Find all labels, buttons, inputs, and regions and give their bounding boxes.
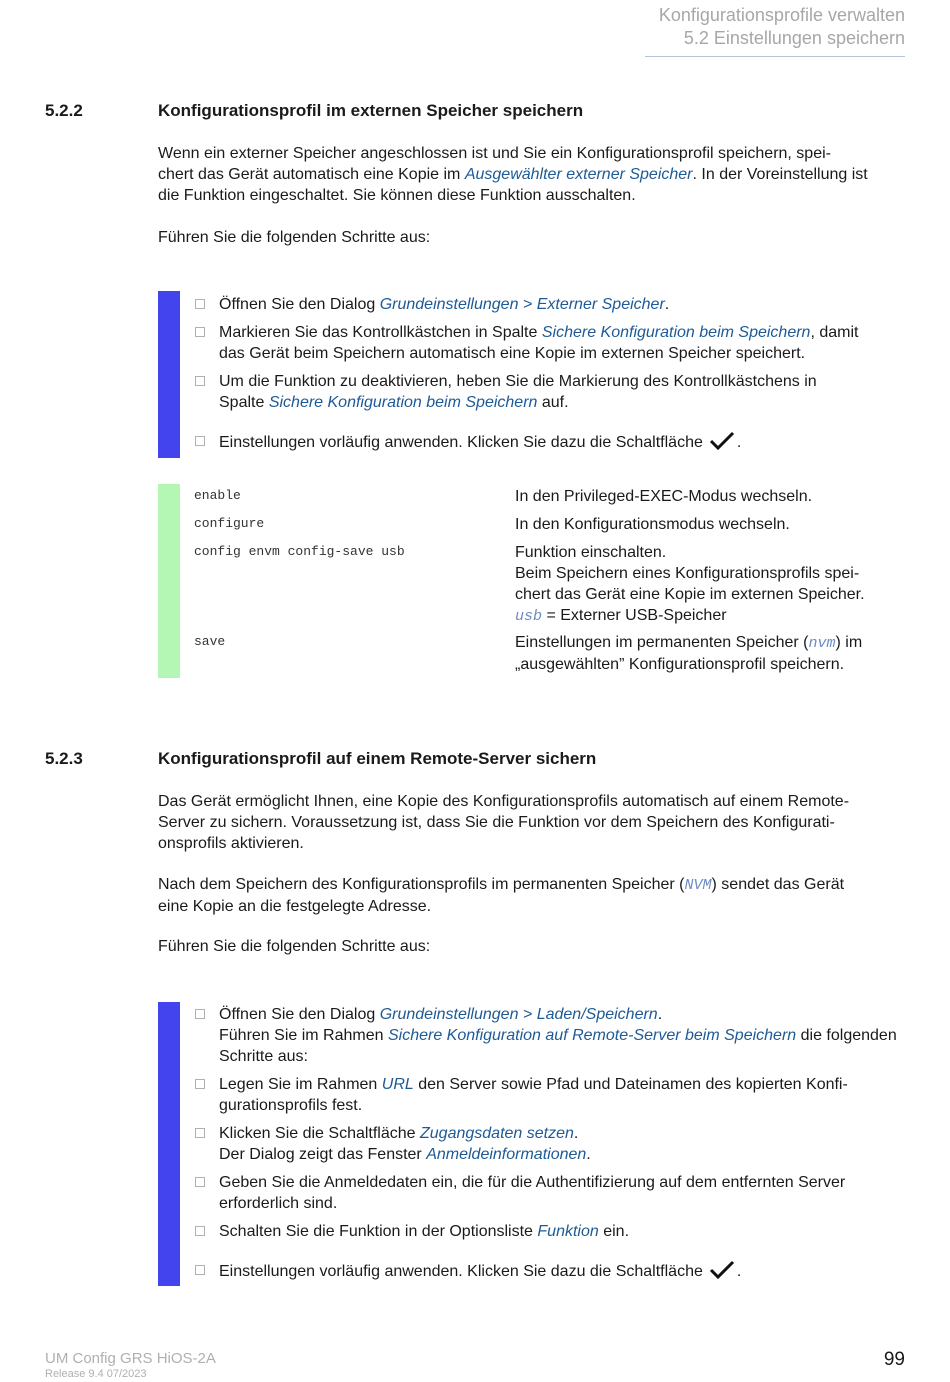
- cli-description: Einstellungen im permanenten Speicher (nvm) im „ausgewählten” Konfigurationsprofil speichern.: [515, 634, 863, 673]
- checkbox-icon: [195, 436, 205, 446]
- checkmark-icon[interactable]: [709, 431, 735, 451]
- header-section: 5.2 Einstellungen speichern: [683, 28, 905, 48]
- code-usb: usb: [515, 608, 543, 625]
- checkbox-icon: [195, 1009, 205, 1019]
- section-title-5-2-3: Konfigurationsprofil auf einem Remote-Server sichern: [158, 749, 597, 768]
- checkbox-icon: [195, 1079, 205, 1089]
- link-externer-speicher[interactable]: Grundeinstellungen > Externer Speicher: [379, 296, 665, 313]
- section-number-5-2-3: 5.2.3: [45, 749, 83, 768]
- running-header: [659, 4, 905, 50]
- step-item: Schalten Sie die Funktion in der Optionsliste Funktion ein.: [194, 1221, 906, 1242]
- step-item: Einstellungen vorläufig anwenden. Klicken Sie dazu die Schaltfläche .: [194, 431, 906, 453]
- s523-intro-paragraph: Das Gerät ermöglicht Ihnen, eine Kopie des Konfigurationsprofils automatisch auf einem Remote- Server zu sichern. Voraussetzung ist, dass Sie die Funktion vor dem Speichern des Konfigurati- onsprofils aktivieren.: [158, 793, 850, 852]
- code-nvm: nvm: [808, 635, 836, 652]
- link-ausgewaehlter-speicher[interactable]: Ausgewählter externer Speicher: [464, 166, 693, 183]
- step-item: Öffnen Sie den Dialog Grundeinstellungen > Externer Speicher.: [194, 294, 906, 315]
- cli-command: save: [194, 634, 226, 649]
- page-number: 99: [883, 1349, 905, 1370]
- s523-steps-intro: Führen Sie die folgenden Schritte aus:: [158, 938, 431, 955]
- section-number-5-2-2: 5.2.2: [45, 101, 83, 120]
- checkbox-icon: [195, 1265, 205, 1275]
- step-item: Legen Sie im Rahmen URL den Server sowie Pfad und Dateinamen des kopierten Konfi- gurationsprofils fest.: [194, 1074, 906, 1116]
- cli-bar: [158, 484, 180, 678]
- code-nvm: NVM: [684, 877, 712, 894]
- checkbox-icon: [195, 299, 205, 309]
- s522-steps-intro: Führen Sie die folgenden Schritte aus:: [158, 229, 431, 246]
- step-item: Einstellungen vorläufig anwenden. Klicken Sie dazu die Schaltfläche .: [194, 1260, 906, 1282]
- footer-release: Release 9.4 07/2023: [45, 1368, 147, 1380]
- step-item: Um die Funktion zu deaktivieren, heben Sie die Markierung des Kontrollkästchens in Spalte Sichere Konfiguration beim Speichern auf.: [194, 371, 906, 413]
- s522-step-list: [194, 294, 906, 453]
- checkmark-icon[interactable]: [709, 1260, 735, 1280]
- cli-command: enable: [194, 488, 241, 503]
- link-remote-server-frame[interactable]: Sichere Konfiguration auf Remote-Server beim Speichern: [387, 1027, 797, 1044]
- section-title-5-2-2: Konfigurationsprofil im externen Speicher speichern: [158, 101, 584, 120]
- instruction-bar: [158, 291, 180, 458]
- step-item: Klicken Sie die Schaltfläche Zugangsdaten setzen. Der Dialog zeigt das Fenster Anmeldeinformationen.: [194, 1123, 906, 1165]
- cli-command: configure: [194, 516, 265, 531]
- s523-nvm-paragraph: Nach dem Speichern des Konfigurationsprofils im permanenten Speicher (NVM) sendet das Gerät eine Kopie an die festgelegte Adresse.: [158, 876, 845, 915]
- link-url[interactable]: URL: [381, 1076, 414, 1093]
- header-rule: [645, 56, 905, 57]
- link-sichere-konfiguration[interactable]: Sichere Konfiguration beim Speichern: [541, 324, 811, 341]
- step-item: Geben Sie die Anmeldedaten ein, die für die Authentifizierung auf dem entfernten Server erforderlich sind.: [194, 1172, 906, 1214]
- cli-description: In den Konfigurationsmodus wechseln.: [515, 516, 790, 533]
- link-anmeldeinformationen[interactable]: Anmeldeinformationen: [426, 1146, 587, 1163]
- checkbox-icon: [195, 327, 205, 337]
- link-zugangsdaten-setzen[interactable]: Zugangsdaten setzen: [420, 1125, 574, 1142]
- cli-description: Funktion einschalten. Beim Speichern eines Konfigurationsprofils spei- chert das Gerät eine Kopie im externen Speicher. usb = Externer USB-Speicher: [515, 544, 865, 625]
- link-laden-speichern[interactable]: Grundeinstellungen > Laden/Speichern: [379, 1006, 658, 1023]
- checkbox-icon: [195, 376, 205, 386]
- cli-command: config envm config-save usb: [194, 544, 405, 559]
- header-chapter: Konfigurationsprofile verwalten: [658, 5, 905, 25]
- step-item: Öffnen Sie den Dialog Grundeinstellungen > Laden/Speichern. Führen Sie im Rahmen Sichere Konfiguration auf Remote-Server beim Speichern die folgenden Schritte aus:: [194, 1004, 906, 1067]
- s522-intro-paragraph: Wenn ein externer Speicher angeschlossen ist und Sie ein Konfigurationsprofil speichern, spei- chert das Gerät automatisch eine Kopie im Ausgewählter externer Speicher. In der Voreinstellung ist die Funktion eingeschaltet. Sie können diese Funktion ausschalten.: [158, 145, 868, 204]
- instruction-bar: [158, 1002, 180, 1286]
- s523-step-list: [194, 1004, 906, 1282]
- checkbox-icon: [195, 1177, 205, 1187]
- footer-document-info: [45, 1350, 216, 1381]
- link-funktion[interactable]: Funktion: [537, 1223, 599, 1240]
- step-item: Markieren Sie das Kontrollkästchen in Spalte Sichere Konfiguration beim Speichern, damit das Gerät beim Speichern automatisch eine Kopie im externen Speicher speichert.: [194, 322, 906, 364]
- checkbox-icon: [195, 1128, 205, 1138]
- cli-description: In den Privileged-EXEC-Modus wechseln.: [515, 488, 813, 505]
- footer-doc-title: UM Config GRS HiOS-2A: [45, 1350, 216, 1367]
- link-sichere-konfiguration[interactable]: Sichere Konfiguration beim Speichern: [268, 394, 538, 411]
- checkbox-icon: [195, 1226, 205, 1236]
